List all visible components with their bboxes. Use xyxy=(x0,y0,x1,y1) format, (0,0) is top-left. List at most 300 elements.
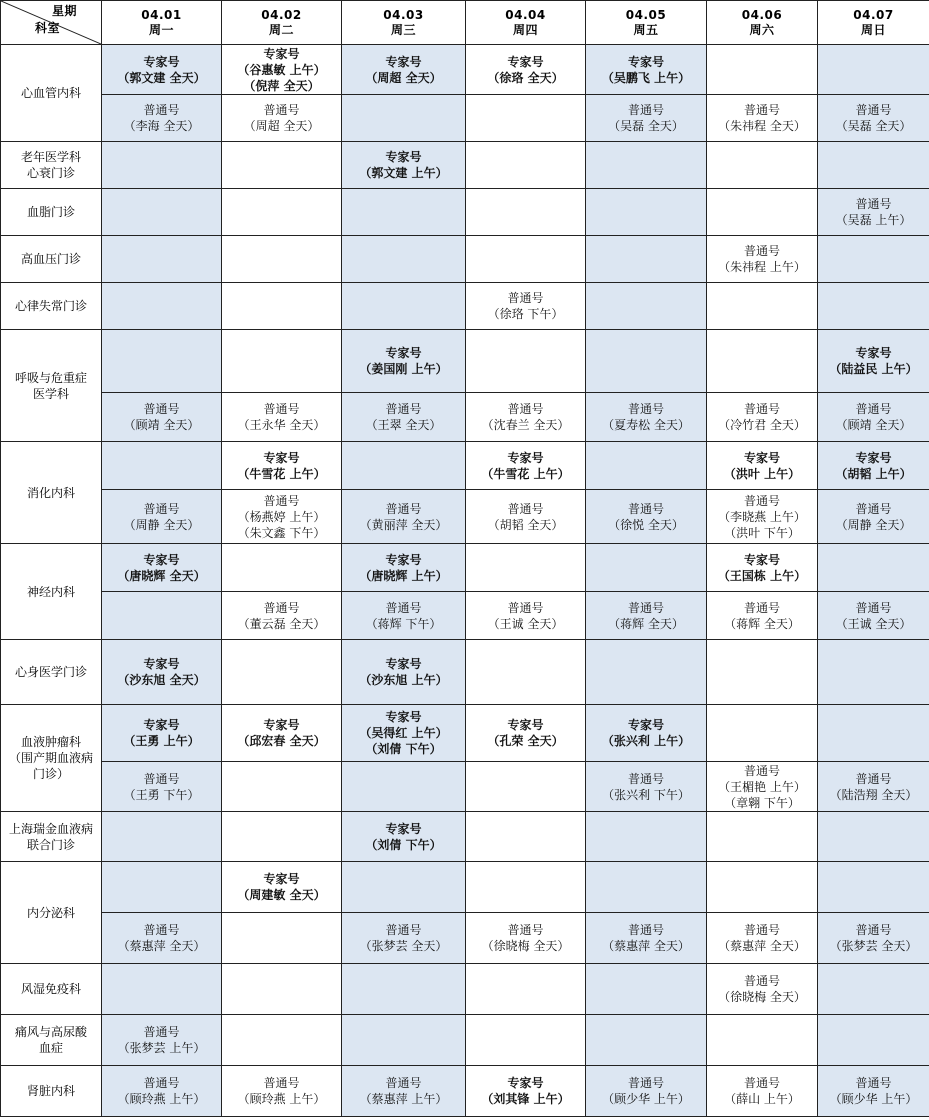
department-name-line: 内分泌科 xyxy=(26,905,75,920)
day-header xyxy=(707,1,818,45)
doctor-session: （倪萍 全天） xyxy=(243,78,320,93)
regular-slot xyxy=(342,490,466,544)
slot-type: 普通号 xyxy=(507,402,544,416)
day-weekday: 周一 xyxy=(148,22,174,37)
regular-slot xyxy=(102,913,222,964)
department-name-line: 门诊） xyxy=(32,767,69,781)
doctor-session: （蔡惠萍 全天） xyxy=(718,939,806,953)
regular-slot xyxy=(222,1066,342,1117)
expert-slot xyxy=(102,544,222,592)
empty-slot xyxy=(222,283,342,330)
slot-type: 普通号 xyxy=(627,402,664,416)
regular-slot xyxy=(102,1066,222,1117)
empty-slot xyxy=(342,862,466,913)
empty-slot xyxy=(586,544,707,592)
day-header xyxy=(818,1,929,45)
department-name xyxy=(1,705,102,812)
doctor-session: （李海 全天） xyxy=(123,119,200,133)
expert-slot xyxy=(342,330,466,393)
day-date: 04.06 xyxy=(741,7,783,22)
slot-type: 普通号 xyxy=(385,923,422,937)
doctor-session: （徐悦 全天） xyxy=(608,517,684,532)
regular-slot xyxy=(586,95,707,142)
doctor-session: （蔡惠萍 全天） xyxy=(117,939,206,953)
department-name xyxy=(1,640,102,705)
slot-type: 专家号 xyxy=(855,450,892,465)
expert-slot xyxy=(222,442,342,490)
empty-slot xyxy=(342,964,466,1015)
doctor-session: （胡韬 全天） xyxy=(487,517,564,532)
regular-slot xyxy=(707,762,818,812)
day-header xyxy=(222,1,342,45)
doctor-session: （冷竹君 全天） xyxy=(718,418,806,432)
day-header xyxy=(342,1,466,45)
doctor-session: （徐晓梅 全天） xyxy=(718,990,806,1004)
day-weekday: 周二 xyxy=(268,22,294,37)
expert-slot xyxy=(102,705,222,762)
schedule-row xyxy=(1,913,929,964)
corner-header xyxy=(1,1,102,45)
empty-slot xyxy=(707,1015,818,1066)
empty-slot xyxy=(222,640,342,705)
doctor-session: （顾少华 上午） xyxy=(602,1092,690,1106)
department-name xyxy=(1,812,102,862)
doctor-session: （蒋辉 下午） xyxy=(365,616,442,631)
day-date: 04.02 xyxy=(261,7,302,22)
slot-type: 专家号 xyxy=(385,710,422,724)
day-header xyxy=(586,1,707,45)
empty-slot xyxy=(818,705,929,762)
department-name xyxy=(1,964,102,1015)
day-header xyxy=(102,1,222,45)
expert-slot xyxy=(818,442,929,490)
regular-slot xyxy=(342,393,466,442)
regular-slot xyxy=(818,393,929,442)
slot-type: 普通号 xyxy=(743,103,780,117)
slot-type: 普通号 xyxy=(263,1076,300,1090)
empty-slot xyxy=(707,283,818,330)
department-name-line: 痛风与高尿酸 xyxy=(14,1025,87,1039)
doctor-session: （郭文建 全天） xyxy=(117,70,206,85)
regular-slot xyxy=(102,490,222,544)
day-weekday: 周五 xyxy=(633,22,659,37)
slot-type: 专家号 xyxy=(143,552,180,567)
doctor-session: （杨燕婷 上午） xyxy=(237,509,326,524)
doctor-session: （刘倩 下午） xyxy=(365,742,442,756)
regular-slot xyxy=(707,95,818,142)
department-name-line: （围产期血液病 xyxy=(8,751,93,765)
expert-slot xyxy=(222,705,342,762)
doctor-session: （王诚 全天） xyxy=(835,616,912,631)
regular-slot xyxy=(707,490,818,544)
department-name-line: 血脂门诊 xyxy=(26,205,75,219)
department-name xyxy=(1,142,102,189)
empty-slot xyxy=(466,95,586,142)
doctor-session: （吴磊 全天） xyxy=(608,119,684,133)
regular-slot xyxy=(222,95,342,142)
doctor-session: （唐晓辉 全天） xyxy=(117,568,206,583)
empty-slot xyxy=(586,1015,707,1066)
slot-type: 普通号 xyxy=(507,501,544,516)
regular-slot xyxy=(466,393,586,442)
empty-slot xyxy=(818,283,929,330)
doctor-session: （孔荣 全天） xyxy=(487,734,564,748)
empty-slot xyxy=(818,812,929,862)
regular-slot xyxy=(707,592,818,640)
empty-slot xyxy=(586,330,707,393)
regular-slot xyxy=(102,393,222,442)
doctor-session: （蔡惠萍 全天） xyxy=(602,939,690,953)
regular-slot xyxy=(102,95,222,142)
empty-slot xyxy=(466,236,586,283)
doctor-session: （张兴利 上午） xyxy=(601,734,691,748)
schedule-row xyxy=(1,1066,929,1117)
empty-slot xyxy=(586,189,707,236)
slot-type: 普通号 xyxy=(743,244,780,258)
empty-slot xyxy=(586,964,707,1015)
empty-slot xyxy=(466,812,586,862)
empty-slot xyxy=(707,812,818,862)
empty-slot xyxy=(818,45,929,95)
doctor-session: （顾玲燕 上午） xyxy=(237,1092,326,1106)
expert-slot xyxy=(342,640,466,705)
slot-type: 普通号 xyxy=(385,402,422,416)
empty-slot xyxy=(102,442,222,490)
empty-slot xyxy=(466,762,586,812)
schedule-row xyxy=(1,862,929,913)
slot-type: 普通号 xyxy=(855,103,892,117)
empty-slot xyxy=(707,142,818,189)
empty-slot xyxy=(222,330,342,393)
empty-slot xyxy=(818,236,929,283)
department-name-line: 消化内科 xyxy=(26,485,75,500)
slot-type: 专家号 xyxy=(263,872,300,886)
slot-type: 普通号 xyxy=(855,402,892,416)
schedule-row xyxy=(1,592,929,640)
doctor-session: （周静 全天） xyxy=(123,517,200,532)
department-name xyxy=(1,544,102,640)
doctor-session: （薛山 上午） xyxy=(724,1092,800,1106)
slot-type: 普通号 xyxy=(263,402,300,416)
doctor-session: （王永华 全天） xyxy=(237,418,326,432)
schedule-row xyxy=(1,490,929,544)
schedule-row xyxy=(1,762,929,812)
expert-slot xyxy=(342,544,466,592)
empty-slot xyxy=(102,862,222,913)
slot-type: 普通号 xyxy=(855,923,892,937)
expert-slot xyxy=(102,45,222,95)
regular-slot xyxy=(707,393,818,442)
regular-slot xyxy=(466,592,586,640)
day-weekday: 周四 xyxy=(512,22,538,37)
slot-type: 专家号 xyxy=(507,54,544,69)
slot-type: 普通号 xyxy=(855,501,892,516)
department-name xyxy=(1,862,102,964)
doctor-session: （沙东旭 全天） xyxy=(117,673,206,687)
slot-type: 专家号 xyxy=(143,718,180,732)
doctor-session: （邱宏春 全天） xyxy=(237,734,326,748)
doctor-session: （夏寿松 全天） xyxy=(602,418,690,432)
empty-slot xyxy=(222,142,342,189)
department-name xyxy=(1,1015,102,1066)
slot-type: 普通号 xyxy=(507,600,544,615)
doctor-session: （徐晓梅 全天） xyxy=(481,939,570,953)
empty-slot xyxy=(222,812,342,862)
regular-slot xyxy=(707,236,818,283)
doctor-session: （顾靖 全天） xyxy=(123,418,200,432)
department-name-line: 老年医学科 xyxy=(20,150,81,164)
expert-slot xyxy=(342,142,466,189)
schedule-row xyxy=(1,1015,929,1066)
regular-slot xyxy=(586,1066,707,1117)
department-name xyxy=(1,1066,102,1117)
doctor-session: （谷惠敏 上午） xyxy=(237,62,326,77)
slot-type: 普通号 xyxy=(143,771,180,786)
schedule-row xyxy=(1,45,929,95)
department-name-line: 血症 xyxy=(38,1041,63,1055)
department-name xyxy=(1,45,102,142)
empty-slot xyxy=(102,236,222,283)
empty-slot xyxy=(102,592,222,640)
regular-slot xyxy=(342,592,466,640)
regular-slot xyxy=(818,913,929,964)
doctor-session: （张兴利 下午） xyxy=(602,787,690,802)
slot-type: 专家号 xyxy=(263,718,300,732)
day-date: 04.07 xyxy=(853,7,894,22)
doctor-session: （董云磊 全天） xyxy=(237,616,326,631)
department-name-line: 联合门诊 xyxy=(26,837,75,852)
doctor-session: （李晓燕 上午） xyxy=(718,509,806,524)
empty-slot xyxy=(342,189,466,236)
slot-type: 普通号 xyxy=(627,771,664,786)
doctor-session: （唐晓辉 上午） xyxy=(359,568,448,583)
slot-type: 普通号 xyxy=(143,402,180,416)
regular-slot xyxy=(707,964,818,1015)
slot-type: 普通号 xyxy=(627,600,664,615)
empty-slot xyxy=(342,283,466,330)
doctor-session: （蒋辉 全天） xyxy=(724,616,800,631)
regular-slot xyxy=(707,913,818,964)
regular-slot xyxy=(466,283,586,330)
doctor-session: （黄丽萍 全天） xyxy=(359,517,448,532)
doctor-session: （洪叶 上午） xyxy=(723,466,801,481)
doctor-session: （王勇 上午） xyxy=(123,734,200,748)
department-name-line: 心律失常门诊 xyxy=(14,299,87,313)
department-name xyxy=(1,283,102,330)
empty-slot xyxy=(586,812,707,862)
schedule-row xyxy=(1,236,929,283)
empty-slot xyxy=(707,640,818,705)
expert-slot xyxy=(222,862,342,913)
doctor-session: （刘倩 下午） xyxy=(365,837,442,852)
slot-type: 专家号 xyxy=(143,657,180,671)
doctor-session: （陆浩翔 全天） xyxy=(829,787,918,802)
regular-slot xyxy=(818,762,929,812)
department-name xyxy=(1,189,102,236)
slot-type: 普通号 xyxy=(627,923,664,937)
slot-type: 专家号 xyxy=(743,450,780,465)
empty-slot xyxy=(818,544,929,592)
slot-type: 专家号 xyxy=(385,821,422,836)
slot-type: 专家号 xyxy=(507,718,544,732)
day-weekday: 周六 xyxy=(749,22,775,37)
department-name-line: 心衰门诊 xyxy=(26,166,75,180)
slot-type: 普通号 xyxy=(263,493,300,508)
slot-type: 专家号 xyxy=(385,552,422,567)
empty-slot xyxy=(707,189,818,236)
slot-type: 普通号 xyxy=(385,1076,422,1090)
slot-type: 普通号 xyxy=(855,1076,892,1090)
day-date: 04.03 xyxy=(383,7,424,22)
regular-slot xyxy=(586,762,707,812)
department-axis-label: 科室 xyxy=(35,21,61,35)
slot-type: 专家号 xyxy=(385,657,422,671)
empty-slot xyxy=(102,330,222,393)
empty-slot xyxy=(586,142,707,189)
slot-type: 专家号 xyxy=(627,54,664,69)
empty-slot xyxy=(707,45,818,95)
empty-slot xyxy=(222,189,342,236)
slot-type: 普通号 xyxy=(507,923,544,937)
empty-slot xyxy=(586,283,707,330)
slot-type: 专家号 xyxy=(263,450,300,465)
empty-slot xyxy=(586,640,707,705)
expert-slot xyxy=(342,45,466,95)
doctor-session: （吴得红 上午） xyxy=(359,726,448,740)
empty-slot xyxy=(586,442,707,490)
slot-type: 普通号 xyxy=(743,1076,780,1090)
regular-slot xyxy=(707,1066,818,1117)
doctor-session: （朱祎程 上午） xyxy=(718,260,806,274)
doctor-session: （周超 全天） xyxy=(365,70,442,85)
regular-slot xyxy=(222,490,342,544)
slot-type: 普通号 xyxy=(743,923,780,937)
empty-slot xyxy=(818,640,929,705)
schedule-row xyxy=(1,442,929,490)
regular-slot xyxy=(466,490,586,544)
department-name-line: 神经内科 xyxy=(26,584,75,599)
doctor-session: （洪叶 下午） xyxy=(724,525,800,540)
slot-type: 普通号 xyxy=(627,103,664,117)
regular-slot xyxy=(342,913,466,964)
doctor-session: （周静 全天） xyxy=(835,517,912,532)
day-weekday: 周三 xyxy=(390,22,416,37)
schedule-row xyxy=(1,189,929,236)
slot-type: 普通号 xyxy=(263,600,300,615)
department-name xyxy=(1,442,102,544)
doctor-session: （牛雪花 上午） xyxy=(481,466,570,481)
slot-type: 专家号 xyxy=(855,346,892,360)
day-date: 04.05 xyxy=(625,7,667,22)
empty-slot xyxy=(466,544,586,592)
schedule-row xyxy=(1,95,929,142)
empty-slot xyxy=(818,1015,929,1066)
slot-type: 普通号 xyxy=(143,923,180,937)
department-name xyxy=(1,236,102,283)
empty-slot xyxy=(818,862,929,913)
schedule-row xyxy=(1,393,929,442)
expert-slot xyxy=(342,812,466,862)
slot-type: 专家号 xyxy=(627,718,664,732)
doctor-session: （朱文鑫 下午） xyxy=(237,525,326,540)
doctor-session: （周建敏 全天） xyxy=(237,888,326,902)
slot-type: 普通号 xyxy=(743,402,780,416)
slot-type: 普通号 xyxy=(743,493,780,508)
empty-slot xyxy=(586,236,707,283)
slot-type: 专家号 xyxy=(507,450,544,465)
regular-slot xyxy=(818,1066,929,1117)
doctor-session: （郭文建 上午） xyxy=(359,166,448,180)
doctor-session: （周超 全天） xyxy=(243,119,320,133)
regular-slot xyxy=(466,913,586,964)
schedule-row xyxy=(1,640,929,705)
slot-type: 普通号 xyxy=(385,501,422,516)
department-name-line: 上海瑞金血液病 xyxy=(8,821,93,836)
empty-slot xyxy=(342,762,466,812)
regular-slot xyxy=(586,592,707,640)
empty-slot xyxy=(466,964,586,1015)
schedule-row xyxy=(1,330,929,393)
doctor-session: （吴磊 上午） xyxy=(835,213,912,227)
slot-type: 普通号 xyxy=(143,501,180,516)
schedule-row xyxy=(1,142,929,189)
expert-slot xyxy=(222,45,342,95)
doctor-session: （吴磊 全天） xyxy=(835,119,912,133)
doctor-session: （徐珞 下午） xyxy=(487,307,564,321)
schedule-row xyxy=(1,544,929,592)
expert-slot xyxy=(707,544,818,592)
weekday-axis-label: 星期 xyxy=(51,4,77,18)
slot-type: 普通号 xyxy=(143,103,180,117)
day-date: 04.01 xyxy=(141,7,182,22)
schedule-row xyxy=(1,964,929,1015)
doctor-session: （顾少华 上午） xyxy=(829,1092,918,1106)
slot-type: 普通号 xyxy=(263,103,300,117)
regular-slot xyxy=(818,490,929,544)
empty-slot xyxy=(466,640,586,705)
empty-slot xyxy=(222,964,342,1015)
empty-slot xyxy=(102,142,222,189)
doctor-session: （朱祎程 全天） xyxy=(718,119,806,133)
expert-slot xyxy=(102,640,222,705)
department-name-line: 风湿免疫科 xyxy=(20,982,81,996)
empty-slot xyxy=(466,142,586,189)
empty-slot xyxy=(102,189,222,236)
slot-type: 普通号 xyxy=(627,1076,664,1090)
regular-slot xyxy=(102,1015,222,1066)
doctor-session: （王国栋 上午） xyxy=(717,568,807,583)
department-name-line: 呼吸与危重症 xyxy=(14,370,87,385)
empty-slot xyxy=(466,189,586,236)
doctor-session: （张梦芸 全天） xyxy=(359,939,448,953)
doctor-session: （蔡惠萍 上午） xyxy=(359,1092,448,1106)
empty-slot xyxy=(342,1015,466,1066)
slot-type: 专家号 xyxy=(385,346,422,360)
doctor-session: （章翱 下午） xyxy=(724,795,800,810)
empty-slot xyxy=(222,913,342,964)
schedule-row xyxy=(1,283,929,330)
empty-slot xyxy=(818,964,929,1015)
empty-slot xyxy=(342,95,466,142)
doctor-session: （刘其锋 上午） xyxy=(481,1092,570,1106)
doctor-session: （张梦芸 全天） xyxy=(829,939,918,953)
expert-slot xyxy=(342,705,466,762)
empty-slot xyxy=(707,330,818,393)
doctor-session: （蒋辉 全天） xyxy=(608,616,684,631)
empty-slot xyxy=(342,442,466,490)
empty-slot xyxy=(102,964,222,1015)
day-date: 04.04 xyxy=(505,7,546,22)
